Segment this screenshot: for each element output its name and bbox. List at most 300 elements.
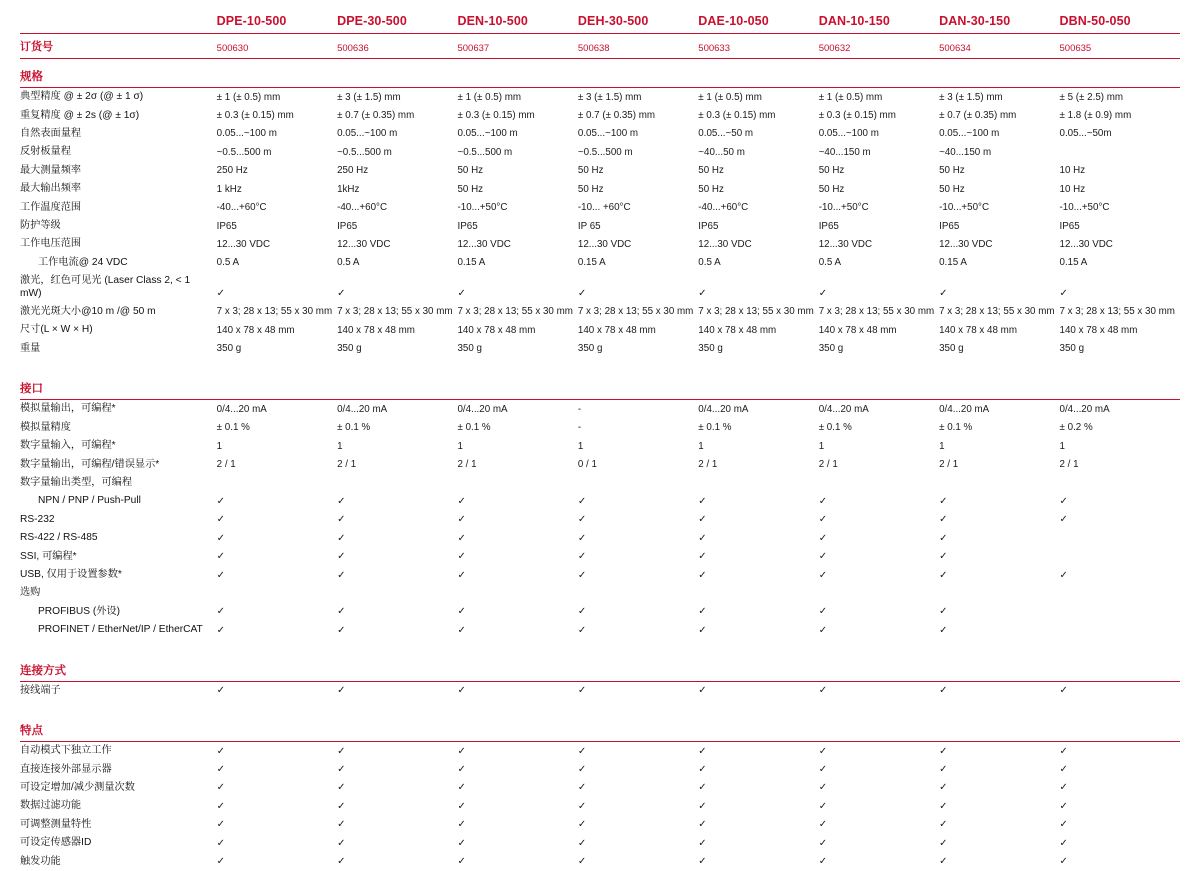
row-value bbox=[698, 584, 818, 602]
row-value: 1 bbox=[337, 437, 457, 455]
check-icon: ✓ bbox=[939, 834, 1059, 852]
check-icon: ✓ bbox=[457, 834, 577, 852]
row-value: 12...30 VDC bbox=[337, 235, 457, 253]
check-icon: ✓ bbox=[1060, 272, 1180, 303]
section-title-row bbox=[20, 59, 1180, 88]
check-icon: ✓ bbox=[578, 779, 698, 797]
table-row bbox=[20, 603, 1180, 621]
order-number-1: 500636 bbox=[337, 34, 457, 59]
row-value bbox=[1060, 603, 1180, 621]
check-icon: ✓ bbox=[939, 742, 1059, 761]
row-value: 2 / 1 bbox=[457, 455, 577, 473]
row-value: 50 Hz bbox=[698, 180, 818, 198]
check-icon: ✓ bbox=[217, 742, 337, 761]
check-icon: ✓ bbox=[337, 529, 457, 547]
row-value: 7 x 3; 28 x 13; 55 x 30 mm bbox=[819, 303, 939, 321]
table-row bbox=[20, 455, 1180, 473]
check-icon: ✓ bbox=[939, 797, 1059, 815]
row-value: 0/4...20 mA bbox=[1060, 400, 1180, 419]
table-row bbox=[20, 180, 1180, 198]
row-value: 350 g bbox=[457, 340, 577, 358]
check-icon: ✓ bbox=[939, 779, 1059, 797]
section-title-filler bbox=[1060, 371, 1180, 400]
section-title-filler bbox=[457, 371, 577, 400]
table-row bbox=[20, 584, 1180, 602]
check-icon: ✓ bbox=[698, 779, 818, 797]
row-label: 防护等级 bbox=[20, 217, 217, 235]
order-number-5: 500632 bbox=[819, 34, 939, 59]
table-row bbox=[20, 106, 1180, 124]
section-title-filler bbox=[819, 59, 939, 88]
check-icon: ✓ bbox=[457, 621, 577, 639]
row-value: 0/4...20 mA bbox=[217, 400, 337, 419]
check-icon: ✓ bbox=[939, 681, 1059, 700]
model-header-4: DAE-10-050 bbox=[698, 14, 818, 34]
table-row bbox=[20, 834, 1180, 852]
check-icon: ✓ bbox=[819, 816, 939, 834]
row-value: IP65 bbox=[1060, 217, 1180, 235]
row-value: 2 / 1 bbox=[819, 455, 939, 473]
check-icon: ✓ bbox=[217, 834, 337, 852]
check-icon: ✓ bbox=[578, 742, 698, 761]
check-icon: ✓ bbox=[457, 681, 577, 700]
check-icon: ✓ bbox=[819, 621, 939, 639]
section-title-filler bbox=[939, 59, 1059, 88]
check-icon: ✓ bbox=[698, 548, 818, 566]
check-icon: ✓ bbox=[1060, 797, 1180, 815]
check-icon: ✓ bbox=[939, 853, 1059, 871]
row-value bbox=[698, 474, 818, 492]
check-icon: ✓ bbox=[337, 816, 457, 834]
row-value: 1 bbox=[819, 437, 939, 455]
row-value: IP 65 bbox=[578, 217, 698, 235]
row-value: IP65 bbox=[337, 217, 457, 235]
row-value: ± 0.7 (± 0.35) mm bbox=[578, 106, 698, 124]
spec-sheet bbox=[0, 14, 1201, 863]
row-value: 50 Hz bbox=[457, 162, 577, 180]
check-icon: ✓ bbox=[337, 548, 457, 566]
check-icon: ✓ bbox=[939, 272, 1059, 303]
row-value: ± 0.3 (± 0.15) mm bbox=[819, 106, 939, 124]
row-value: 2 / 1 bbox=[939, 455, 1059, 473]
row-value: 140 x 78 x 48 mm bbox=[1060, 321, 1180, 339]
check-icon: ✓ bbox=[698, 681, 818, 700]
check-icon: ✓ bbox=[457, 511, 577, 529]
row-value: 2 / 1 bbox=[1060, 455, 1180, 473]
check-icon: ✓ bbox=[337, 681, 457, 700]
section-title-filler bbox=[337, 59, 457, 88]
check-icon: ✓ bbox=[578, 834, 698, 852]
check-icon: ✓ bbox=[1060, 834, 1180, 852]
row-value: 7 x 3; 28 x 13; 55 x 30 mm bbox=[457, 303, 577, 321]
row-value: 7 x 3; 28 x 13; 55 x 30 mm bbox=[1060, 303, 1180, 321]
check-icon: ✓ bbox=[939, 511, 1059, 529]
row-value: 350 g bbox=[337, 340, 457, 358]
section-title-filler bbox=[939, 371, 1059, 400]
table-row bbox=[20, 742, 1180, 761]
section-spacer bbox=[20, 700, 1180, 713]
row-value: 0.5 A bbox=[819, 254, 939, 272]
row-value: 2 / 1 bbox=[698, 455, 818, 473]
row-value: 0/4...20 mA bbox=[698, 400, 818, 419]
row-value: 0.5 A bbox=[217, 254, 337, 272]
check-icon: ✓ bbox=[698, 272, 818, 303]
check-icon: ✓ bbox=[698, 492, 818, 510]
row-label: 直接连接外部显示器 bbox=[20, 760, 217, 778]
section-title: 特点 bbox=[20, 713, 217, 742]
order-number-0: 500630 bbox=[217, 34, 337, 59]
section-spacer bbox=[20, 640, 1180, 653]
row-label: 模拟量输出，可编程* bbox=[20, 400, 217, 419]
row-label: 最大测量频率 bbox=[20, 162, 217, 180]
section-title-filler bbox=[217, 713, 337, 742]
row-label: 典型精度 @ ± 2σ (@ ± 1 σ) bbox=[20, 88, 217, 107]
check-icon: ✓ bbox=[1060, 492, 1180, 510]
row-value: -40...+60°C bbox=[337, 199, 457, 217]
check-icon: ✓ bbox=[1060, 816, 1180, 834]
row-label: 可设定增加/减少测量次数 bbox=[20, 779, 217, 797]
check-icon: ✓ bbox=[698, 603, 818, 621]
check-icon: ✓ bbox=[819, 853, 939, 871]
row-value: 0.05...~100 m bbox=[337, 125, 457, 143]
model-header-7: DBN-50-050 bbox=[1060, 14, 1180, 34]
row-value: IP65 bbox=[819, 217, 939, 235]
section-title-filler bbox=[578, 371, 698, 400]
row-value: 0/4...20 mA bbox=[337, 400, 457, 419]
row-value bbox=[939, 584, 1059, 602]
check-icon: ✓ bbox=[578, 566, 698, 584]
row-label: 激光光斑大小@10 m /@ 50 m bbox=[20, 303, 217, 321]
table-row bbox=[20, 254, 1180, 272]
check-icon: ✓ bbox=[819, 511, 939, 529]
row-label: 模拟量精度 bbox=[20, 419, 217, 437]
row-value: ± 0.3 (± 0.15) mm bbox=[698, 106, 818, 124]
row-value: 1kHz bbox=[337, 180, 457, 198]
check-icon: ✓ bbox=[698, 511, 818, 529]
table-row bbox=[20, 321, 1180, 339]
check-icon: ✓ bbox=[939, 529, 1059, 547]
row-value: ~40...150 m bbox=[819, 143, 939, 161]
check-icon: ✓ bbox=[337, 566, 457, 584]
order-number-7: 500635 bbox=[1060, 34, 1180, 59]
row-value: -10...+50°C bbox=[939, 199, 1059, 217]
row-value: ± 3 (± 1.5) mm bbox=[939, 88, 1059, 107]
check-icon: ✓ bbox=[578, 760, 698, 778]
check-icon: ✓ bbox=[1060, 742, 1180, 761]
row-value: 10 Hz bbox=[1060, 162, 1180, 180]
row-value: 350 g bbox=[819, 340, 939, 358]
check-icon: ✓ bbox=[578, 797, 698, 815]
row-value bbox=[1060, 621, 1180, 639]
row-value: 0.05...~100 m bbox=[939, 125, 1059, 143]
row-value: 0 / 1 bbox=[578, 455, 698, 473]
check-icon: ✓ bbox=[337, 742, 457, 761]
row-label: 重复精度 @ ± 2s (@ ± 1σ) bbox=[20, 106, 217, 124]
row-value: -10...+50°C bbox=[457, 199, 577, 217]
check-icon: ✓ bbox=[939, 816, 1059, 834]
order-number-4: 500633 bbox=[698, 34, 818, 59]
row-value bbox=[819, 474, 939, 492]
row-value: 12...30 VDC bbox=[217, 235, 337, 253]
row-label: 数据过滤功能 bbox=[20, 797, 217, 815]
row-value: 140 x 78 x 48 mm bbox=[698, 321, 818, 339]
row-label: RS-422 / RS-485 bbox=[20, 529, 217, 547]
section-title-filler bbox=[217, 371, 337, 400]
check-icon: ✓ bbox=[939, 603, 1059, 621]
order-number-2: 500637 bbox=[457, 34, 577, 59]
row-value: ± 0.7 (± 0.35) mm bbox=[337, 106, 457, 124]
table-row bbox=[20, 474, 1180, 492]
table-row bbox=[20, 529, 1180, 547]
check-icon: ✓ bbox=[1060, 511, 1180, 529]
row-value: 2 / 1 bbox=[217, 455, 337, 473]
row-value bbox=[457, 584, 577, 602]
section-title-row bbox=[20, 713, 1180, 742]
row-value: IP65 bbox=[939, 217, 1059, 235]
row-value: 7 x 3; 28 x 13; 55 x 30 mm bbox=[337, 303, 457, 321]
check-icon: ✓ bbox=[217, 621, 337, 639]
row-label: 数字量输出类型，可编程 bbox=[20, 474, 217, 492]
row-value: 7 x 3; 28 x 13; 55 x 30 mm bbox=[698, 303, 818, 321]
table-row bbox=[20, 340, 1180, 358]
check-icon: ✓ bbox=[939, 548, 1059, 566]
row-value bbox=[217, 584, 337, 602]
table-row bbox=[20, 511, 1180, 529]
row-label: 接线端子 bbox=[20, 681, 217, 700]
row-label: 自动模式下独立工作 bbox=[20, 742, 217, 761]
row-value: 0.05...~100 m bbox=[457, 125, 577, 143]
table-row bbox=[20, 419, 1180, 437]
spacer-cell bbox=[20, 700, 1180, 713]
row-value: 1 bbox=[698, 437, 818, 455]
row-value: 50 Hz bbox=[819, 162, 939, 180]
row-value: 0/4...20 mA bbox=[457, 400, 577, 419]
row-value: 1 kHz bbox=[217, 180, 337, 198]
row-value: 0/4...20 mA bbox=[819, 400, 939, 419]
row-value: ± 0.1 % bbox=[457, 419, 577, 437]
row-value: 250 Hz bbox=[337, 162, 457, 180]
section-title-filler bbox=[457, 59, 577, 88]
row-value: - bbox=[578, 400, 698, 419]
table-header bbox=[20, 14, 1180, 59]
row-value: 0.05...~100 m bbox=[217, 125, 337, 143]
row-label: SSI, 可编程* bbox=[20, 548, 217, 566]
check-icon: ✓ bbox=[217, 816, 337, 834]
model-header-3: DEH-30-500 bbox=[578, 14, 698, 34]
section-title-filler bbox=[1060, 59, 1180, 88]
table-row bbox=[20, 548, 1180, 566]
check-icon: ✓ bbox=[457, 272, 577, 303]
check-icon: ✓ bbox=[819, 603, 939, 621]
check-icon: ✓ bbox=[217, 511, 337, 529]
check-icon: ✓ bbox=[698, 816, 818, 834]
section-title-filler bbox=[337, 653, 457, 682]
section-title-filler bbox=[578, 59, 698, 88]
check-icon: ✓ bbox=[337, 511, 457, 529]
check-icon: ✓ bbox=[819, 566, 939, 584]
row-label: 工作电流@ 24 VDC bbox=[20, 254, 217, 272]
row-value: 350 g bbox=[698, 340, 818, 358]
row-value: 2 / 1 bbox=[337, 455, 457, 473]
row-value: ~0.5...500 m bbox=[217, 143, 337, 161]
row-value bbox=[457, 474, 577, 492]
row-value: ± 1 (± 0.5) mm bbox=[217, 88, 337, 107]
row-value: 50 Hz bbox=[578, 162, 698, 180]
table-row bbox=[20, 143, 1180, 161]
check-icon: ✓ bbox=[217, 797, 337, 815]
check-icon: ✓ bbox=[939, 492, 1059, 510]
row-label: 选购 bbox=[20, 584, 217, 602]
row-value: ~0.5...500 m bbox=[578, 143, 698, 161]
check-icon: ✓ bbox=[337, 853, 457, 871]
table-row bbox=[20, 492, 1180, 510]
row-value: ± 0.1 % bbox=[939, 419, 1059, 437]
row-label: PROFINET / EtherNet/IP / EtherCAT bbox=[20, 621, 217, 639]
header-blank bbox=[20, 14, 217, 34]
section-title-filler bbox=[819, 713, 939, 742]
check-icon: ✓ bbox=[819, 779, 939, 797]
check-icon: ✓ bbox=[578, 272, 698, 303]
row-value: 0.05...~50m bbox=[1060, 125, 1180, 143]
row-value: 50 Hz bbox=[698, 162, 818, 180]
model-header-0: DPE-10-500 bbox=[217, 14, 337, 34]
check-icon: ✓ bbox=[698, 834, 818, 852]
section-title-filler bbox=[578, 713, 698, 742]
row-value: 0/4...20 mA bbox=[939, 400, 1059, 419]
row-value: 12...30 VDC bbox=[1060, 235, 1180, 253]
table-row bbox=[20, 853, 1180, 871]
row-value bbox=[1060, 474, 1180, 492]
row-value: 140 x 78 x 48 mm bbox=[578, 321, 698, 339]
check-icon: ✓ bbox=[337, 621, 457, 639]
row-label: 触发功能 bbox=[20, 853, 217, 871]
row-label: RS-232 bbox=[20, 511, 217, 529]
row-value bbox=[217, 474, 337, 492]
order-number-label: 订货号 bbox=[20, 34, 217, 59]
section-title-filler bbox=[698, 371, 818, 400]
row-label: 工作温度范围 bbox=[20, 199, 217, 217]
row-value bbox=[939, 474, 1059, 492]
check-icon: ✓ bbox=[217, 760, 337, 778]
check-icon: ✓ bbox=[1060, 681, 1180, 700]
row-value bbox=[337, 474, 457, 492]
check-icon: ✓ bbox=[578, 603, 698, 621]
row-value: 350 g bbox=[578, 340, 698, 358]
check-icon: ✓ bbox=[578, 681, 698, 700]
row-value: -40...+60°C bbox=[698, 199, 818, 217]
row-value: 350 g bbox=[939, 340, 1059, 358]
row-value: ± 0.1 % bbox=[217, 419, 337, 437]
row-label: 数字量输入，可编程* bbox=[20, 437, 217, 455]
check-icon: ✓ bbox=[457, 742, 577, 761]
table-row bbox=[20, 437, 1180, 455]
table-row bbox=[20, 235, 1180, 253]
row-label: 自然表面量程 bbox=[20, 125, 217, 143]
section-title-filler bbox=[819, 653, 939, 682]
section-title-filler bbox=[698, 59, 818, 88]
section-spacer bbox=[20, 358, 1180, 371]
table-row bbox=[20, 566, 1180, 584]
row-value: 50 Hz bbox=[819, 180, 939, 198]
row-value: 0.15 A bbox=[939, 254, 1059, 272]
section-title: 规格 bbox=[20, 59, 217, 88]
row-value bbox=[1060, 529, 1180, 547]
check-icon: ✓ bbox=[578, 853, 698, 871]
section-title-filler bbox=[217, 653, 337, 682]
check-icon: ✓ bbox=[698, 529, 818, 547]
row-label: 数字量输出，可编程/错误显示* bbox=[20, 455, 217, 473]
row-value: 0.05...~100 m bbox=[819, 125, 939, 143]
row-label: 反射板量程 bbox=[20, 143, 217, 161]
section-title-filler bbox=[337, 371, 457, 400]
row-value: 0.15 A bbox=[457, 254, 577, 272]
check-icon: ✓ bbox=[337, 603, 457, 621]
check-icon: ✓ bbox=[217, 603, 337, 621]
table-row bbox=[20, 125, 1180, 143]
row-value: 12...30 VDC bbox=[457, 235, 577, 253]
section-title-row bbox=[20, 653, 1180, 682]
row-value: IP65 bbox=[457, 217, 577, 235]
row-value: ~0.5...500 m bbox=[457, 143, 577, 161]
check-icon: ✓ bbox=[819, 797, 939, 815]
section-title-filler bbox=[1060, 713, 1180, 742]
row-value bbox=[337, 584, 457, 602]
row-value: 1 bbox=[578, 437, 698, 455]
order-number-row bbox=[20, 34, 1180, 59]
check-icon: ✓ bbox=[698, 853, 818, 871]
section-title-filler bbox=[578, 653, 698, 682]
row-label: PROFIBUS (外设) bbox=[20, 603, 217, 621]
table-row bbox=[20, 621, 1180, 639]
row-value: 0.15 A bbox=[578, 254, 698, 272]
check-icon: ✓ bbox=[698, 742, 818, 761]
row-value: ± 0.7 (± 0.35) mm bbox=[939, 106, 1059, 124]
check-icon: ✓ bbox=[337, 834, 457, 852]
table-row bbox=[20, 816, 1180, 834]
section-title: 接口 bbox=[20, 371, 217, 400]
check-icon: ✓ bbox=[578, 492, 698, 510]
row-value: ± 0.1 % bbox=[337, 419, 457, 437]
check-icon: ✓ bbox=[819, 760, 939, 778]
row-value: 7 x 3; 28 x 13; 55 x 30 mm bbox=[939, 303, 1059, 321]
section-title-filler bbox=[457, 713, 577, 742]
row-value bbox=[578, 584, 698, 602]
check-icon: ✓ bbox=[819, 529, 939, 547]
row-value: 50 Hz bbox=[578, 180, 698, 198]
check-icon: ✓ bbox=[217, 853, 337, 871]
spacer-cell bbox=[20, 358, 1180, 371]
check-icon: ✓ bbox=[337, 760, 457, 778]
row-value: 0.5 A bbox=[698, 254, 818, 272]
check-icon: ✓ bbox=[939, 621, 1059, 639]
check-icon: ✓ bbox=[457, 492, 577, 510]
row-value: 7 x 3; 28 x 13; 55 x 30 mm bbox=[578, 303, 698, 321]
row-value: 250 Hz bbox=[217, 162, 337, 180]
row-value: ± 3 (± 1.5) mm bbox=[337, 88, 457, 107]
row-label: USB, 仅用于设置参数* bbox=[20, 566, 217, 584]
row-value: 50 Hz bbox=[457, 180, 577, 198]
row-label: 尺寸(L × W × H) bbox=[20, 321, 217, 339]
row-value: ~40...50 m bbox=[698, 143, 818, 161]
row-value: ± 1 (± 0.5) mm bbox=[819, 88, 939, 107]
section-title-filler bbox=[217, 59, 337, 88]
model-header-6: DAN-30-150 bbox=[939, 14, 1059, 34]
check-icon: ✓ bbox=[217, 681, 337, 700]
check-icon: ✓ bbox=[698, 566, 818, 584]
check-icon: ✓ bbox=[578, 529, 698, 547]
row-value: 0.05...~50 m bbox=[698, 125, 818, 143]
row-value: -10... +60°C bbox=[578, 199, 698, 217]
